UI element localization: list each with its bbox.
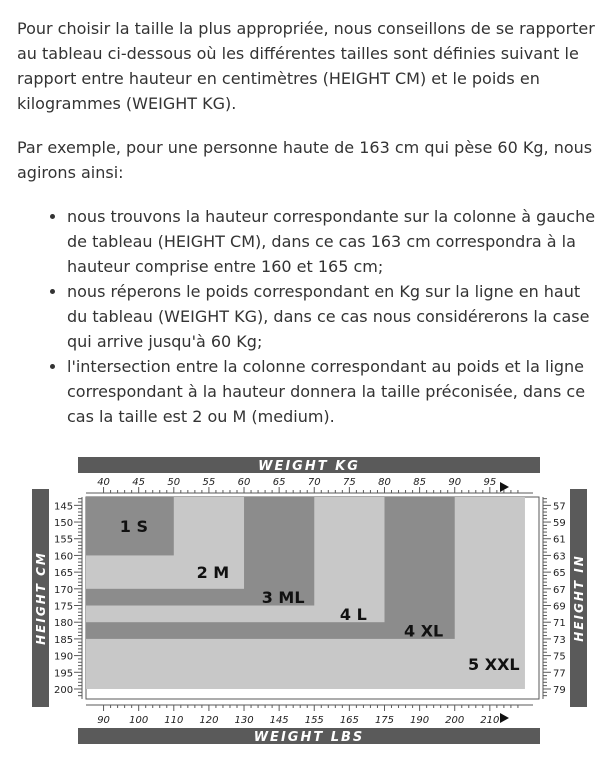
size-chart-figure <box>30 455 592 750</box>
kg-tick-label: 90 <box>448 477 462 488</box>
in-tick-label: 73 <box>553 634 566 646</box>
kg-tick-label: 45 <box>132 477 146 488</box>
lbs-tick-label: 210 <box>480 715 500 726</box>
in-tick-label: 57 <box>553 501 566 513</box>
cm-tick-label: 170 <box>54 584 74 596</box>
kg-arrow-icon <box>500 482 509 492</box>
size-label: 4 L <box>339 604 367 624</box>
lbs-tick-label: 120 <box>199 715 219 726</box>
lbs-tick-label: 110 <box>164 715 184 726</box>
cm-tick-label: 145 <box>54 501 74 513</box>
in-tick-label: 75 <box>553 651 566 663</box>
weight-lbs-title: WEIGHT LBS <box>253 730 365 745</box>
kg-tick-label: 85 <box>413 477 426 488</box>
lbs-tick-label: 165 <box>339 715 359 726</box>
in-tick-label: 79 <box>553 684 566 696</box>
in-tick-label: 61 <box>553 534 566 546</box>
cm-tick-label: 165 <box>54 568 74 580</box>
lbs-tick-label: 200 <box>445 715 465 726</box>
intro-paragraph: Pour choisir la taille la plus appropriée, nous conseillons de se rapporter au tableau ci-dessous où les différentes tailles sont définies suivant le rapport entre hauteur en centimètres (HEIGHT CM) et le poids en kilogrammes (WEIGHT KG). <box>17 19 595 113</box>
list-item: • l'intersection entre la colonne correspondant au poids et la ligne correspondant à la hauteur donnera la taille préconisée, dans ce cas la taille est 2 ou M (medium). <box>67 354 597 429</box>
lbs-tick-label: 190 <box>410 715 430 726</box>
kg-tick-label: 55 <box>202 477 216 488</box>
height-in-title: HEIGHT IN <box>572 554 586 642</box>
cm-tick-label: 160 <box>54 551 74 563</box>
size-label: 5 XXL <box>468 654 520 674</box>
list-item: • nous trouvons la hauteur correspondante sur la colonne à gauche de tableau (HEIGHT CM), dans ce cas 163 cm correspondra à la hauteur comprise entre 160 et 165 cm; <box>67 204 597 279</box>
cm-tick-label: 175 <box>54 601 74 613</box>
cm-tick-label: 185 <box>54 634 74 646</box>
cm-tick-label: 155 <box>54 534 74 546</box>
weight-kg-title: WEIGHT KG <box>258 459 360 474</box>
size-label: 1 S <box>119 517 149 537</box>
cm-tick-label: 150 <box>54 518 74 530</box>
kg-tick-label: 75 <box>343 477 356 488</box>
in-tick-label: 67 <box>553 584 566 596</box>
kg-tick-label: 60 <box>237 477 251 488</box>
lbs-arrow-icon <box>500 713 509 723</box>
lbs-tick-label: 130 <box>234 715 254 726</box>
lbs-tick-label: 100 <box>129 715 149 726</box>
size-label: 3 ML <box>261 588 305 608</box>
in-tick-label: 77 <box>553 668 566 680</box>
in-tick-label: 65 <box>553 568 566 580</box>
size-label: 2 M <box>196 563 230 583</box>
cm-tick-label: 190 <box>54 651 74 663</box>
size-label: 4 XL <box>403 621 444 641</box>
in-tick-label: 63 <box>553 551 566 563</box>
cm-tick-label: 180 <box>54 618 74 630</box>
kg-tick-label: 40 <box>97 477 110 488</box>
height-cm-title: HEIGHT CM <box>34 551 48 645</box>
steps-list <box>17 204 597 429</box>
in-tick-label: 59 <box>553 518 566 530</box>
lbs-tick-label: 175 <box>374 715 395 726</box>
kg-tick-label: 80 <box>378 477 391 488</box>
lbs-tick-label: 155 <box>304 715 324 726</box>
kg-tick-label: 65 <box>272 477 286 488</box>
size-chart <box>30 455 592 750</box>
cm-tick-label: 195 <box>54 668 74 680</box>
list-item: • nous réperons le poids correspondant en Kg sur la ligne en haut du tableau (WEIGHT KG), dans ce cas nous considérerons la case qui arrive jusqu'à 60 Kg; <box>67 279 597 354</box>
kg-tick-label: 50 <box>167 477 181 488</box>
cm-tick-label: 200 <box>54 684 74 696</box>
in-tick-label: 71 <box>553 618 566 630</box>
example-paragraph: Par exemple, pour une personne haute de 163 cm qui pèse 60 Kg, nous agirons ainsi: <box>17 138 593 182</box>
in-tick-label: 69 <box>553 601 566 613</box>
size-guide-text <box>17 16 597 429</box>
lbs-tick-label: 145 <box>269 715 289 726</box>
kg-tick-label: 70 <box>307 477 321 488</box>
kg-tick-label: 95 <box>483 477 497 488</box>
lbs-tick-label: 90 <box>97 715 110 726</box>
